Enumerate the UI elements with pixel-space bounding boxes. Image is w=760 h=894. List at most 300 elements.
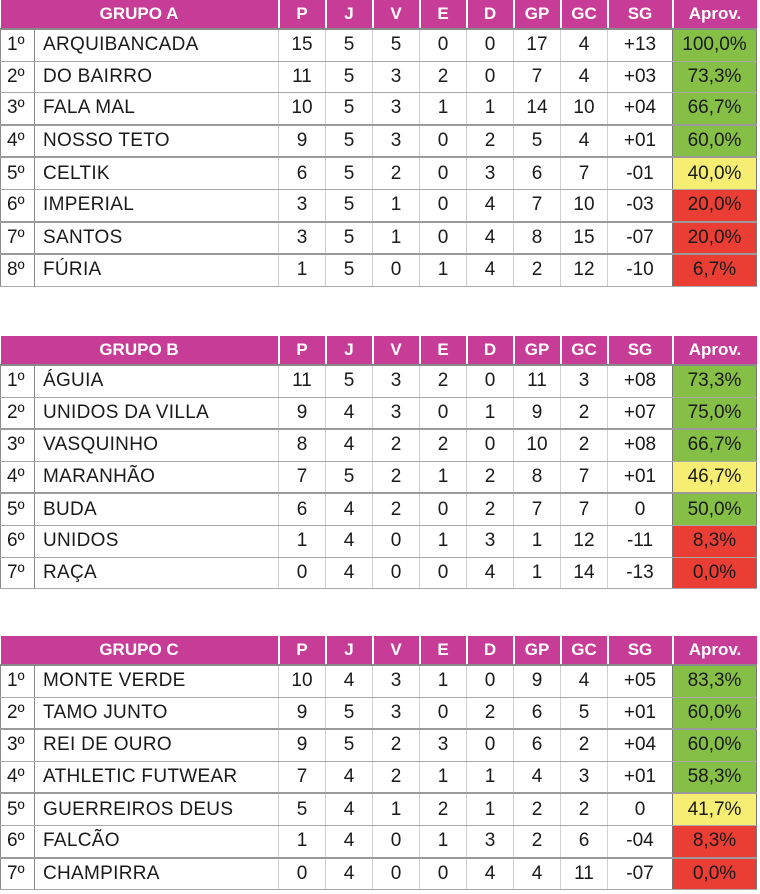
team-name-cell: ARQUIBANCADA: [35, 29, 279, 61]
stat-cell-gc: 10: [561, 93, 608, 125]
stat-cell-gc: 7: [561, 157, 608, 189]
column-header-gp[interactable]: GP: [514, 0, 561, 29]
stat-cell-v: 3: [373, 365, 420, 397]
stat-cell-gp: 6: [514, 729, 561, 761]
position-cell: 3º: [1, 93, 35, 125]
column-header-p[interactable]: P: [279, 336, 326, 365]
column-header-gp[interactable]: GP: [514, 336, 561, 365]
group-b-table-container: [0, 336, 756, 589]
aproveitamento-cell: 0,0%: [673, 557, 757, 589]
stat-cell-sg: -03: [608, 189, 673, 221]
stat-cell-p: 1: [279, 525, 326, 557]
team-name-cell: GUERREIROS DEUS: [35, 793, 279, 825]
stat-cell-p: 7: [279, 761, 326, 793]
column-header-j[interactable]: J: [326, 336, 373, 365]
stat-cell-sg: +07: [608, 397, 673, 429]
stat-cell-gc: 4: [561, 665, 608, 697]
stat-cell-p: 0: [279, 858, 326, 890]
stat-cell-sg: +04: [608, 93, 673, 125]
stat-cell-p: 1: [279, 254, 326, 286]
stat-cell-e: 2: [420, 365, 467, 397]
stat-cell-v: 1: [373, 793, 420, 825]
group-a-table-container: [0, 0, 756, 287]
stat-cell-p: 10: [279, 665, 326, 697]
column-header-v[interactable]: V: [373, 636, 420, 665]
stat-cell-d: 1: [467, 93, 514, 125]
team-name-cell: NOSSO TETO: [35, 125, 279, 158]
stat-cell-d: 0: [467, 29, 514, 61]
column-header-p[interactable]: P: [279, 636, 326, 665]
column-header-sg[interactable]: SG: [608, 0, 673, 29]
table-row: [1, 222, 757, 255]
stat-cell-v: 0: [373, 525, 420, 557]
aproveitamento-cell: 8,3%: [673, 525, 757, 557]
aproveitamento-cell: 50,0%: [673, 493, 757, 525]
team-name-cell: DO BAIRRO: [35, 61, 279, 93]
stat-cell-gp: 5: [514, 125, 561, 158]
standings-table: [0, 0, 757, 287]
stat-cell-v: 2: [373, 493, 420, 525]
position-cell: 7º: [1, 557, 35, 589]
position-cell: 3º: [1, 729, 35, 761]
table-row: [1, 254, 757, 286]
stat-cell-d: 2: [467, 461, 514, 493]
stat-cell-gc: 4: [561, 61, 608, 93]
stat-cell-e: 3: [420, 729, 467, 761]
stat-cell-p: 9: [279, 697, 326, 729]
table-row: [1, 397, 757, 429]
stat-cell-p: 6: [279, 493, 326, 525]
position-cell: 4º: [1, 461, 35, 493]
stat-cell-e: 1: [420, 254, 467, 286]
aproveitamento-cell: 20,0%: [673, 222, 757, 255]
stat-cell-sg: -10: [608, 254, 673, 286]
stat-cell-v: 3: [373, 397, 420, 429]
position-cell: 7º: [1, 222, 35, 255]
position-cell: 4º: [1, 761, 35, 793]
stat-cell-v: 0: [373, 557, 420, 589]
stat-cell-v: 5: [373, 29, 420, 61]
team-name-cell: FÚRIA: [35, 254, 279, 286]
stat-cell-j: 4: [326, 858, 373, 890]
stat-cell-sg: 0: [608, 793, 673, 825]
stat-cell-gc: 2: [561, 793, 608, 825]
stat-cell-gc: 4: [561, 29, 608, 61]
column-header-aprov[interactable]: Aprov.: [673, 636, 757, 665]
aproveitamento-cell: 60,0%: [673, 125, 757, 158]
aproveitamento-cell: 73,3%: [673, 61, 757, 93]
stat-cell-d: 4: [467, 557, 514, 589]
stat-cell-sg: +01: [608, 761, 673, 793]
column-header-e[interactable]: E: [420, 636, 467, 665]
stat-cell-gp: 9: [514, 397, 561, 429]
stat-cell-gc: 2: [561, 729, 608, 761]
table-row: [1, 858, 757, 890]
aproveitamento-cell: 73,3%: [673, 365, 757, 397]
aproveitamento-cell: 100,0%: [673, 29, 757, 61]
position-cell: 6º: [1, 525, 35, 557]
stat-cell-d: 2: [467, 125, 514, 158]
stat-cell-gc: 3: [561, 365, 608, 397]
stat-cell-gc: 6: [561, 825, 608, 857]
stat-cell-d: 0: [467, 665, 514, 697]
stat-cell-gc: 3: [561, 761, 608, 793]
stat-cell-p: 15: [279, 29, 326, 61]
table-row: [1, 793, 757, 825]
table-row: [1, 761, 757, 793]
stat-cell-p: 6: [279, 157, 326, 189]
stat-cell-j: 4: [326, 825, 373, 857]
stat-cell-v: 3: [373, 61, 420, 93]
position-cell: 8º: [1, 254, 35, 286]
stat-cell-e: 2: [420, 793, 467, 825]
position-cell: 1º: [1, 29, 35, 61]
stat-cell-j: 5: [326, 254, 373, 286]
stat-cell-sg: +01: [608, 461, 673, 493]
stat-cell-e: 0: [420, 125, 467, 158]
stat-cell-p: 9: [279, 729, 326, 761]
table-row: [1, 665, 757, 697]
stat-cell-p: 9: [279, 397, 326, 429]
stat-cell-gp: 6: [514, 697, 561, 729]
team-name-cell: MARANHÃO: [35, 461, 279, 493]
team-name-cell: ATHLETIC FUTWEAR: [35, 761, 279, 793]
stat-cell-j: 4: [326, 557, 373, 589]
stat-cell-v: 2: [373, 729, 420, 761]
stat-cell-e: 0: [420, 189, 467, 221]
stat-cell-e: 2: [420, 429, 467, 461]
position-cell: 1º: [1, 665, 35, 697]
stat-cell-sg: +08: [608, 429, 673, 461]
stat-cell-gp: 7: [514, 189, 561, 221]
stat-cell-j: 5: [326, 61, 373, 93]
stat-cell-v: 3: [373, 125, 420, 158]
team-name-cell: FALCÃO: [35, 825, 279, 857]
stat-cell-j: 4: [326, 665, 373, 697]
stat-cell-v: 3: [373, 665, 420, 697]
column-header-e[interactable]: E: [420, 0, 467, 29]
column-header-v[interactable]: V: [373, 0, 420, 29]
table-row: [1, 365, 757, 397]
stat-cell-d: 0: [467, 365, 514, 397]
stat-cell-e: 0: [420, 697, 467, 729]
stat-cell-e: 1: [420, 665, 467, 697]
stat-cell-v: 1: [373, 189, 420, 221]
team-name-cell: IMPERIAL: [35, 189, 279, 221]
stat-cell-d: 0: [467, 729, 514, 761]
position-cell: 1º: [1, 365, 35, 397]
stat-cell-j: 5: [326, 365, 373, 397]
stat-cell-j: 5: [326, 29, 373, 61]
stat-cell-gc: 14: [561, 557, 608, 589]
aproveitamento-cell: 60,0%: [673, 697, 757, 729]
table-row: [1, 525, 757, 557]
position-cell: 6º: [1, 825, 35, 857]
stat-cell-j: 5: [326, 157, 373, 189]
stat-cell-gp: 4: [514, 858, 561, 890]
stat-cell-gp: 11: [514, 365, 561, 397]
stat-cell-d: 0: [467, 61, 514, 93]
stat-cell-p: 11: [279, 61, 326, 93]
table-row: [1, 429, 757, 461]
team-name-cell: RAÇA: [35, 557, 279, 589]
aproveitamento-cell: 40,0%: [673, 157, 757, 189]
position-cell: 2º: [1, 61, 35, 93]
stat-cell-e: 0: [420, 29, 467, 61]
table-row: [1, 189, 757, 221]
stat-cell-j: 5: [326, 222, 373, 255]
stat-cell-gc: 7: [561, 493, 608, 525]
stat-cell-sg: 0: [608, 493, 673, 525]
stat-cell-sg: -04: [608, 825, 673, 857]
team-name-cell: SANTOS: [35, 222, 279, 255]
group-title: GRUPO A: [1, 0, 279, 29]
table-row: [1, 29, 757, 61]
aproveitamento-cell: 41,7%: [673, 793, 757, 825]
table-row: [1, 125, 757, 158]
stat-cell-d: 4: [467, 858, 514, 890]
stat-cell-gc: 11: [561, 858, 608, 890]
team-name-cell: ÁGUIA: [35, 365, 279, 397]
stat-cell-j: 4: [326, 397, 373, 429]
stat-cell-d: 2: [467, 697, 514, 729]
column-header-e[interactable]: E: [420, 336, 467, 365]
aproveitamento-cell: 60,0%: [673, 729, 757, 761]
stat-cell-sg: +13: [608, 29, 673, 61]
stat-cell-p: 10: [279, 93, 326, 125]
aproveitamento-cell: 8,3%: [673, 825, 757, 857]
stat-cell-gc: 12: [561, 254, 608, 286]
stat-cell-j: 5: [326, 125, 373, 158]
stat-cell-sg: -07: [608, 858, 673, 890]
stat-cell-gc: 7: [561, 461, 608, 493]
stat-cell-d: 1: [467, 397, 514, 429]
stat-cell-e: 0: [420, 222, 467, 255]
stat-cell-e: 1: [420, 525, 467, 557]
stat-cell-d: 4: [467, 189, 514, 221]
stat-cell-p: 8: [279, 429, 326, 461]
stat-cell-e: 0: [420, 858, 467, 890]
column-header-gc[interactable]: GC: [561, 0, 608, 29]
team-name-cell: TAMO JUNTO: [35, 697, 279, 729]
stat-cell-e: 0: [420, 493, 467, 525]
column-header-gc[interactable]: GC: [561, 636, 608, 665]
column-header-gc[interactable]: GC: [561, 336, 608, 365]
position-cell: 2º: [1, 697, 35, 729]
stat-cell-v: 0: [373, 254, 420, 286]
stat-cell-j: 4: [326, 493, 373, 525]
aproveitamento-cell: 66,7%: [673, 93, 757, 125]
column-header-aprov[interactable]: Aprov.: [673, 336, 757, 365]
column-header-gp[interactable]: GP: [514, 636, 561, 665]
stat-cell-gc: 12: [561, 525, 608, 557]
stat-cell-gp: 4: [514, 761, 561, 793]
table-header-row: [1, 0, 757, 29]
group-title: GRUPO B: [1, 336, 279, 365]
stat-cell-p: 0: [279, 557, 326, 589]
stat-cell-sg: -13: [608, 557, 673, 589]
stat-cell-gp: 6: [514, 157, 561, 189]
stat-cell-gp: 10: [514, 429, 561, 461]
stat-cell-j: 5: [326, 189, 373, 221]
aproveitamento-cell: 6,7%: [673, 254, 757, 286]
stat-cell-j: 4: [326, 429, 373, 461]
table-row: [1, 461, 757, 493]
stat-cell-v: 3: [373, 697, 420, 729]
column-header-j[interactable]: J: [326, 0, 373, 29]
column-header-v[interactable]: V: [373, 336, 420, 365]
stat-cell-gc: 2: [561, 397, 608, 429]
stat-cell-v: 2: [373, 761, 420, 793]
column-header-sg[interactable]: SG: [608, 336, 673, 365]
stat-cell-j: 5: [326, 461, 373, 493]
stat-cell-sg: +01: [608, 125, 673, 158]
column-header-d[interactable]: D: [467, 0, 514, 29]
stat-cell-sg: -11: [608, 525, 673, 557]
column-header-aprov[interactable]: Aprov.: [673, 0, 757, 29]
standings-table: [0, 336, 757, 589]
aproveitamento-cell: 58,3%: [673, 761, 757, 793]
stat-cell-gc: 2: [561, 429, 608, 461]
team-name-cell: MONTE VERDE: [35, 665, 279, 697]
stat-cell-gc: 15: [561, 222, 608, 255]
aproveitamento-cell: 83,3%: [673, 665, 757, 697]
stat-cell-gp: 1: [514, 525, 561, 557]
column-header-d[interactable]: D: [467, 336, 514, 365]
stat-cell-p: 5: [279, 793, 326, 825]
table-row: [1, 825, 757, 857]
table-row: [1, 93, 757, 125]
stat-cell-d: 4: [467, 222, 514, 255]
stat-cell-e: 1: [420, 93, 467, 125]
stat-cell-sg: +01: [608, 697, 673, 729]
position-cell: 5º: [1, 793, 35, 825]
stat-cell-j: 4: [326, 793, 373, 825]
column-header-j[interactable]: J: [326, 636, 373, 665]
aproveitamento-cell: 46,7%: [673, 461, 757, 493]
stat-cell-sg: +08: [608, 365, 673, 397]
table-header-row: [1, 636, 757, 665]
stat-cell-d: 3: [467, 825, 514, 857]
stat-cell-gp: 7: [514, 61, 561, 93]
team-name-cell: REI DE OURO: [35, 729, 279, 761]
stat-cell-j: 4: [326, 761, 373, 793]
stat-cell-p: 1: [279, 825, 326, 857]
team-name-cell: UNIDOS: [35, 525, 279, 557]
stat-cell-sg: +04: [608, 729, 673, 761]
stat-cell-gp: 2: [514, 793, 561, 825]
stat-cell-d: 3: [467, 157, 514, 189]
stat-cell-p: 11: [279, 365, 326, 397]
position-cell: 5º: [1, 493, 35, 525]
stat-cell-gc: 4: [561, 125, 608, 158]
stat-cell-v: 1: [373, 222, 420, 255]
aproveitamento-cell: 0,0%: [673, 858, 757, 890]
stat-cell-gc: 5: [561, 697, 608, 729]
team-name-cell: VASQUINHO: [35, 429, 279, 461]
stat-cell-p: 9: [279, 125, 326, 158]
stat-cell-p: 7: [279, 461, 326, 493]
position-cell: 2º: [1, 397, 35, 429]
stat-cell-v: 2: [373, 461, 420, 493]
team-name-cell: BUDA: [35, 493, 279, 525]
stat-cell-e: 1: [420, 761, 467, 793]
stat-cell-p: 3: [279, 222, 326, 255]
stat-cell-j: 4: [326, 525, 373, 557]
table-header-row: [1, 336, 757, 365]
stat-cell-gp: 2: [514, 825, 561, 857]
table-row: [1, 697, 757, 729]
stat-cell-sg: +05: [608, 665, 673, 697]
stat-cell-e: 1: [420, 461, 467, 493]
aproveitamento-cell: 20,0%: [673, 189, 757, 221]
stat-cell-v: 3: [373, 93, 420, 125]
stat-cell-d: 1: [467, 793, 514, 825]
stat-cell-d: 1: [467, 761, 514, 793]
position-cell: 4º: [1, 125, 35, 158]
stat-cell-e: 0: [420, 157, 467, 189]
stat-cell-e: 0: [420, 557, 467, 589]
stat-cell-d: 2: [467, 493, 514, 525]
stat-cell-d: 4: [467, 254, 514, 286]
column-header-d[interactable]: D: [467, 636, 514, 665]
stat-cell-j: 5: [326, 697, 373, 729]
stat-cell-v: 0: [373, 825, 420, 857]
column-header-p[interactable]: P: [279, 0, 326, 29]
standings-table: [0, 636, 757, 890]
column-header-sg[interactable]: SG: [608, 636, 673, 665]
stat-cell-v: 2: [373, 429, 420, 461]
position-cell: 3º: [1, 429, 35, 461]
team-name-cell: UNIDOS DA VILLA: [35, 397, 279, 429]
stat-cell-gp: 9: [514, 665, 561, 697]
stat-cell-j: 5: [326, 729, 373, 761]
group-c-table-container: [0, 636, 756, 890]
table-row: [1, 557, 757, 589]
stat-cell-sg: -07: [608, 222, 673, 255]
stat-cell-d: 0: [467, 429, 514, 461]
stat-cell-gp: 17: [514, 29, 561, 61]
stat-cell-e: 2: [420, 61, 467, 93]
stat-cell-sg: -01: [608, 157, 673, 189]
stat-cell-gp: 8: [514, 222, 561, 255]
position-cell: 7º: [1, 858, 35, 890]
stat-cell-v: 2: [373, 157, 420, 189]
position-cell: 6º: [1, 189, 35, 221]
stat-cell-gp: 14: [514, 93, 561, 125]
stat-cell-sg: +03: [608, 61, 673, 93]
stat-cell-gp: 1: [514, 557, 561, 589]
position-cell: 5º: [1, 157, 35, 189]
stat-cell-j: 5: [326, 93, 373, 125]
stat-cell-e: 0: [420, 397, 467, 429]
team-name-cell: CHAMPIRRA: [35, 858, 279, 890]
group-title: GRUPO C: [1, 636, 279, 665]
stat-cell-v: 0: [373, 858, 420, 890]
table-row: [1, 493, 757, 525]
aproveitamento-cell: 66,7%: [673, 429, 757, 461]
stat-cell-p: 3: [279, 189, 326, 221]
team-name-cell: CELTIK: [35, 157, 279, 189]
table-row: [1, 729, 757, 761]
stat-cell-gp: 2: [514, 254, 561, 286]
aproveitamento-cell: 75,0%: [673, 397, 757, 429]
team-name-cell: FALA MAL: [35, 93, 279, 125]
stat-cell-gp: 8: [514, 461, 561, 493]
stat-cell-gc: 10: [561, 189, 608, 221]
table-row: [1, 157, 757, 189]
stat-cell-e: 1: [420, 825, 467, 857]
